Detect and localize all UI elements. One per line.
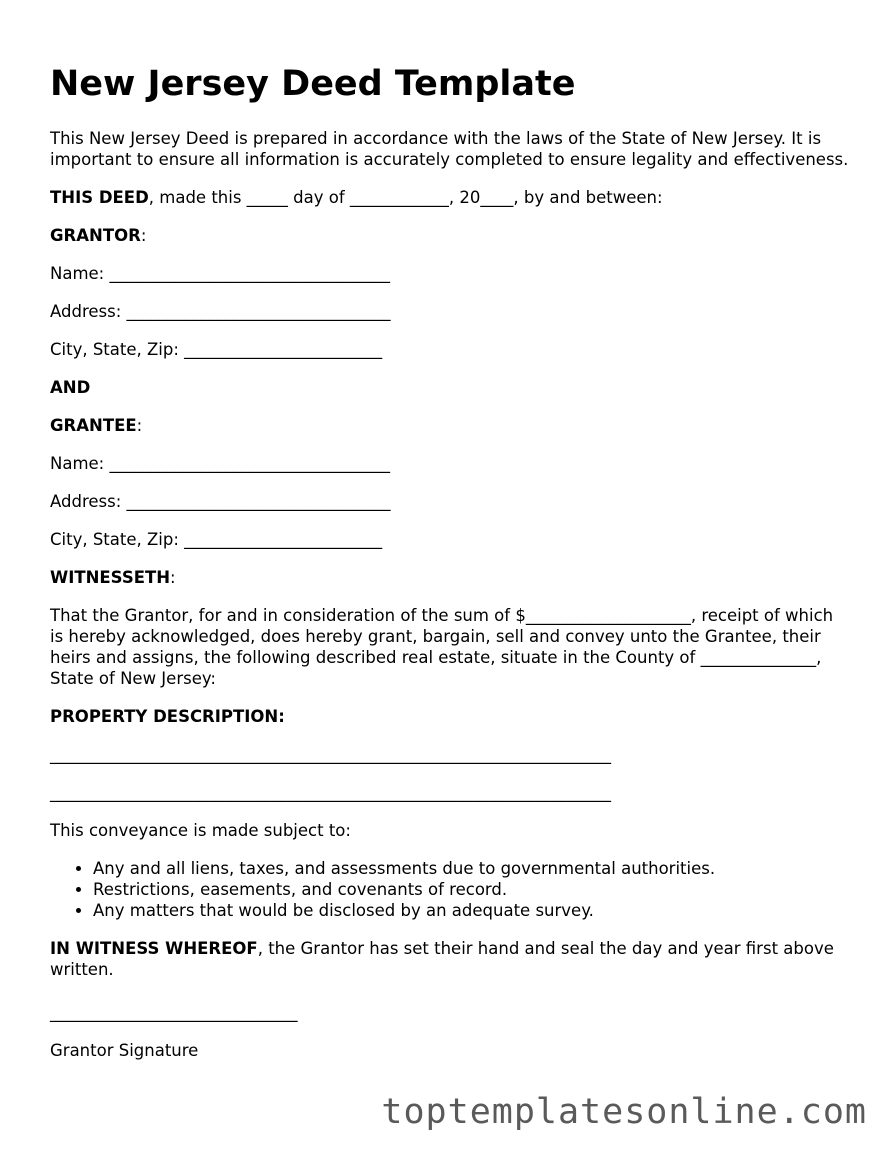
property-heading: PROPERTY DESCRIPTION:: [50, 707, 285, 726]
witnesseth-heading-colon: :: [170, 568, 176, 587]
grantor-name-line: Name: __________________________________: [50, 264, 390, 283]
grantee-heading: [50, 415, 850, 436]
property-line-1: ____________________________________________________________________: [50, 745, 611, 764]
witness-clause: [50, 938, 850, 980]
deed-label: THIS DEED: [50, 188, 149, 207]
witnesseth-heading-label: WITNESSETH: [50, 568, 171, 587]
list-item: • Any matters that would be disclosed by an adequate survey.: [93, 900, 850, 921]
grantee-heading-colon: :: [136, 416, 143, 435]
deed-date-text: , made this _____ day of ____________, 20____, by and between:: [148, 188, 663, 207]
signature-line: ______________________________: [50, 1003, 298, 1022]
grantor-city-line: City, State, Zip: ________________________: [50, 340, 383, 359]
grantee-city-line: City, State, Zip: ________________________: [50, 530, 383, 549]
grantee-heading-label: GRANTEE: [50, 416, 137, 435]
signature-label: Grantor Signature: [50, 1041, 199, 1060]
grantee-name-line: Name: __________________________________: [50, 454, 390, 473]
witness-clause-text: , the Grantor has set their hand and seal the day and year first above written.: [50, 939, 834, 979]
list-item: • Restrictions, easements, and covenants of record.: [93, 879, 850, 900]
intro-paragraph: This New Jersey Deed is prepared in accordance with the laws of the State of New Jersey. It is important to ensure all information is accurately completed to ensure legality and effectiveness.: [50, 129, 849, 169]
watermark: toptemplatesonline.com: [381, 1092, 867, 1132]
deed-date-line: [50, 187, 850, 208]
witness-clause-label: IN WITNESS WHEREOF: [50, 939, 258, 958]
property-line-2: ____________________________________________________________________: [50, 783, 611, 802]
grantee-address-line: Address: ________________________________: [50, 492, 391, 511]
grantor-heading: [50, 225, 850, 246]
document-page: [50, 62, 850, 1078]
witnesseth-body: That the Grantor, for and in consideration of the sum of $____________________, receipt of which is hereby acknowledged, does hereby grant, bargain, sell and convey unto the Grantee, their heirs and assigns, the following described real estate, situate in the County of ______________, State of New Jersey:: [50, 606, 834, 688]
and-label: AND: [50, 378, 91, 397]
subject-list: [50, 858, 850, 921]
witnesseth-heading: [50, 567, 850, 588]
list-item: • Any and all liens, taxes, and assessments due to governmental authorities.: [93, 858, 850, 879]
grantor-address-line: Address: ________________________________: [50, 302, 391, 321]
subject-intro: This conveyance is made subject to:: [50, 821, 351, 840]
grantor-heading-colon: :: [140, 226, 147, 245]
page-title: New Jersey Deed Template: [50, 64, 576, 104]
grantor-heading-label: GRANTOR: [50, 226, 141, 245]
